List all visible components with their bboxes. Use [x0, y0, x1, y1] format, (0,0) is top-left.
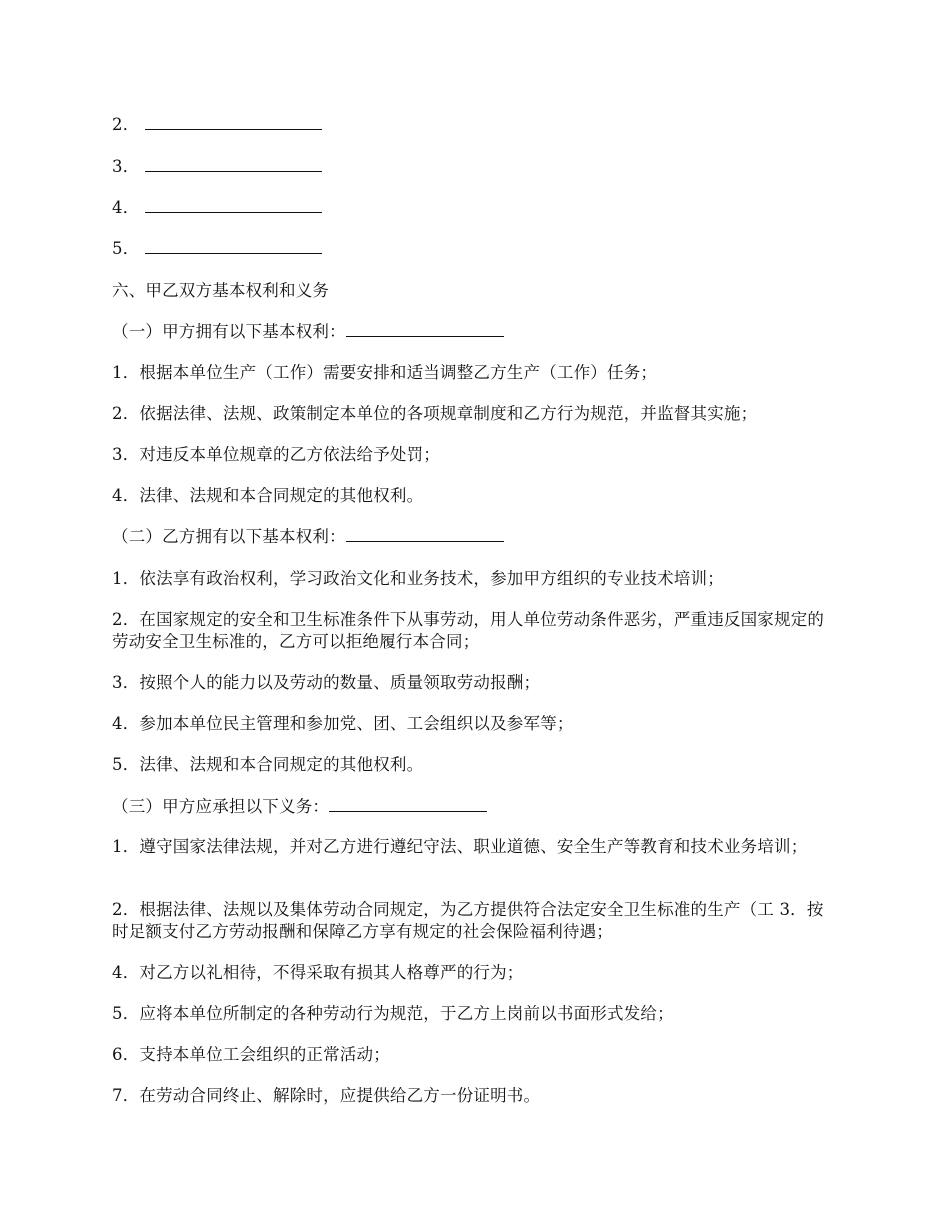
blank-item-label: 3．: [112, 157, 140, 176]
fill-in-blank: [145, 156, 322, 172]
list-item: 4．对乙方以礼相待，不得采取有损其人格尊严的行为；: [112, 963, 524, 982]
list-item: 4．参加本单位民主管理和参加党、团、工会组织以及参军等；: [112, 714, 574, 733]
list-item: 3．对违反本单位规章的乙方依法给予处罚；: [112, 445, 440, 464]
list-item: 6．支持本单位工会组织的正常活动；: [112, 1045, 390, 1064]
blank-item-label: 5．: [112, 239, 140, 258]
blank-item: [112, 197, 838, 219]
blank-item: [112, 238, 838, 260]
blank-item: [112, 114, 838, 136]
list-item: 3．按照个人的能力以及劳动的数量、质量领取劳动报酬；: [112, 673, 541, 692]
list-item: 1．根据本单位生产（工作）需要安排和适当调整乙方生产（工作）任务；: [112, 363, 658, 382]
fill-in-blank: [346, 321, 504, 337]
list-item: 5．法律、法规和本合同规定的其他权利。: [112, 755, 424, 774]
subsection-heading-text: （三）甲方应承担以下义务：: [112, 797, 330, 816]
list-item: 2．依据法律、法规、政策制定本单位的各项规章制度和乙方行为规范，并监督其实施；: [112, 404, 758, 423]
list-item: 4．法律、法规和本合同规定的其他权利。: [112, 486, 424, 505]
list-item: 2．在国家规定的安全和卫生标准条件下从事劳动，用人单位劳动条件恶劣，严重违反国家规定的劳动安全卫生标准的，乙方可以拒绝履行本合同；: [112, 610, 825, 651]
list-item: 1．依法享有政治权利，学习政治文化和业务技术，参加甲方组织的专业技术培训；: [112, 569, 724, 588]
fill-in-blank: [145, 238, 322, 254]
list-item: 5．应将本单位所制定的各种劳动行为规范，于乙方上岗前以书面形式发给；: [112, 1004, 674, 1023]
fill-in-blank: [329, 796, 487, 812]
section-title: 六、甲乙双方基本权利和义务: [112, 281, 330, 300]
subsection-heading: [112, 321, 838, 343]
blank-item: [112, 156, 838, 178]
fill-in-blank: [145, 114, 322, 130]
subsection-heading-text: （一）甲方拥有以下基本权利：: [112, 322, 346, 341]
subsection-heading: [112, 526, 838, 548]
list-item: 1．遵守国家法律法规，并对乙方进行遵纪守法、职业道德、安全生产等教育和技术业务培训；: [112, 837, 808, 856]
list-item: 7．在劳动合同终止、解除时，应提供给乙方一份证明书。: [112, 1086, 541, 1105]
fill-in-blank: [346, 526, 504, 542]
blank-item-label: 4．: [112, 198, 140, 217]
blank-item-label: 2．: [112, 115, 140, 134]
subsection-heading-text: （二）乙方拥有以下基本权利：: [112, 527, 346, 546]
subsection-heading: [112, 796, 838, 818]
fill-in-blank: [145, 197, 322, 213]
list-item: 2．根据法律、法规以及集体劳动合同规定，为乙方提供符合法定安全卫生标准的生产（工 3．按时足额支付乙方劳动报酬和保障乙方享有规定的社会保险福利待遇；: [112, 900, 824, 941]
